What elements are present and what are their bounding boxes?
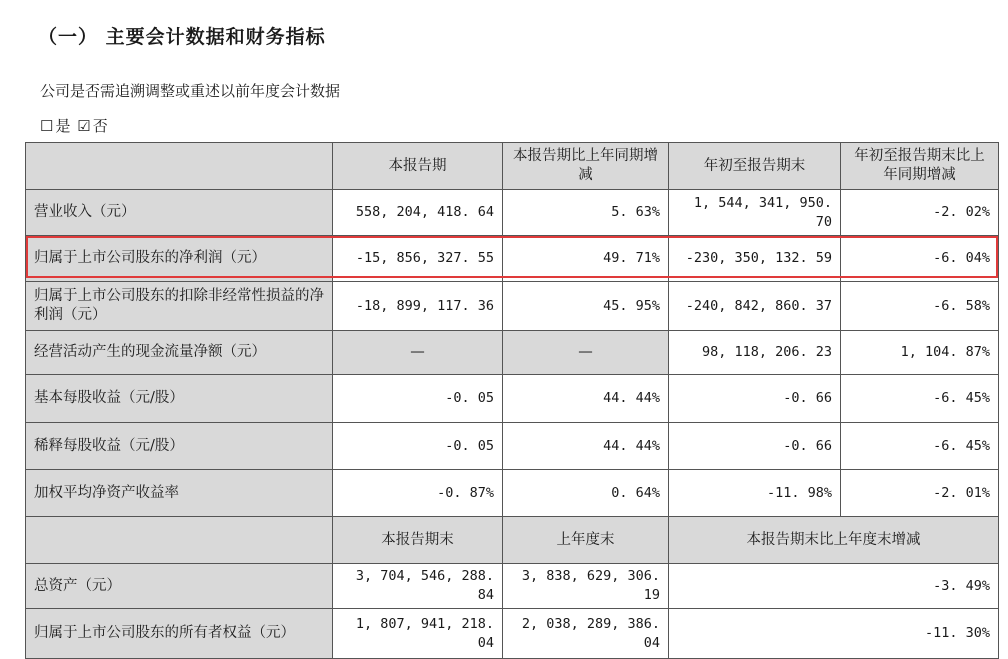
table-cell: 3, 838, 629, 306. 19 <box>503 564 669 609</box>
table-cell: — <box>503 331 669 375</box>
table-cell: 49. 71% <box>503 236 669 282</box>
restatement-choices <box>40 115 110 136</box>
header-cell-blank <box>26 517 333 564</box>
table-row <box>26 331 999 375</box>
table-cell: -15, 856, 327. 55 <box>333 236 503 282</box>
table-cell: -6. 58% <box>841 282 999 331</box>
row-label: 总资产（元） <box>26 564 333 609</box>
table-cell: -11. 98% <box>669 470 841 517</box>
table-header-row <box>26 143 999 190</box>
table-cell: 1, 544, 341, 950. 70 <box>669 190 841 236</box>
table-row <box>26 282 999 331</box>
table-cell: — <box>333 331 503 375</box>
row-label: 营业收入（元） <box>26 190 333 236</box>
table-cell: -6. 04% <box>841 236 999 282</box>
table-header-row <box>26 517 999 564</box>
table-cell: -3. 49% <box>669 564 999 609</box>
table-cell: -230, 350, 132. 59 <box>669 236 841 282</box>
table-row <box>26 609 999 659</box>
table-cell: -0. 87% <box>333 470 503 517</box>
table-cell: 45. 95% <box>503 282 669 331</box>
row-label: 经营活动产生的现金流量净额（元） <box>26 331 333 375</box>
choice-yes-label: 是 <box>55 117 71 135</box>
financial-data-table <box>25 142 999 659</box>
table-cell: -2. 01% <box>841 470 999 517</box>
header-cell: 本报告期末 <box>333 517 503 564</box>
checkbox-unchecked-icon: ☐ <box>40 117 54 135</box>
header-cell: 年初至报告期末 <box>669 143 841 190</box>
table-row <box>26 564 999 609</box>
table-cell: -2. 02% <box>841 190 999 236</box>
row-label: 加权平均净资产收益率 <box>26 470 333 517</box>
table-row <box>26 423 999 470</box>
table-cell: -6. 45% <box>841 423 999 470</box>
restatement-question: 公司是否需追溯调整或重述以前年度会计数据 <box>40 82 341 100</box>
row-label: 基本每股收益（元/股） <box>26 375 333 423</box>
table-row <box>26 375 999 423</box>
table-cell: 1, 104. 87% <box>841 331 999 375</box>
table-cell: 98, 118, 206. 23 <box>669 331 841 375</box>
table-cell: -0. 66 <box>669 375 841 423</box>
row-label: 稀释每股收益（元/股） <box>26 423 333 470</box>
table-cell: -18, 899, 117. 36 <box>333 282 503 331</box>
table-cell: 5. 63% <box>503 190 669 236</box>
table-cell: -11. 30% <box>669 609 999 659</box>
row-label: 归属于上市公司股东的扣除非经常性损益的净利润（元） <box>26 282 333 331</box>
table-cell: -0. 05 <box>333 375 503 423</box>
checkbox-checked-icon: ☑ <box>77 117 91 135</box>
header-cell: 本报告期末比上年度末增减 <box>669 517 999 564</box>
header-cell: 年初至报告期末比上年同期增减 <box>841 143 999 190</box>
row-label: 归属于上市公司股东的所有者权益（元） <box>26 609 333 659</box>
table-cell: 3, 704, 546, 288. 84 <box>333 564 503 609</box>
header-cell: 本报告期 <box>333 143 503 190</box>
table-row <box>26 470 999 517</box>
choice-no-label: 否 <box>92 117 108 135</box>
table-cell: -6. 45% <box>841 375 999 423</box>
header-cell: 上年度末 <box>503 517 669 564</box>
header-cell: 本报告期比上年同期增减 <box>503 143 669 190</box>
table-cell: 558, 204, 418. 64 <box>333 190 503 236</box>
table-row <box>26 236 999 282</box>
table-cell: -240, 842, 860. 37 <box>669 282 841 331</box>
table-cell: 2, 038, 289, 386. 04 <box>503 609 669 659</box>
header-cell-blank <box>26 143 333 190</box>
section-title: （一） 主要会计数据和财务指标 <box>38 26 326 48</box>
table-cell: -0. 05 <box>333 423 503 470</box>
table-cell: 0. 64% <box>503 470 669 517</box>
row-label: 归属于上市公司股东的净利润（元） <box>26 236 333 282</box>
table-cell: 44. 44% <box>503 375 669 423</box>
table-cell: 1, 807, 941, 218. 04 <box>333 609 503 659</box>
table-cell: 44. 44% <box>503 423 669 470</box>
table-row <box>26 190 999 236</box>
table-cell: -0. 66 <box>669 423 841 470</box>
